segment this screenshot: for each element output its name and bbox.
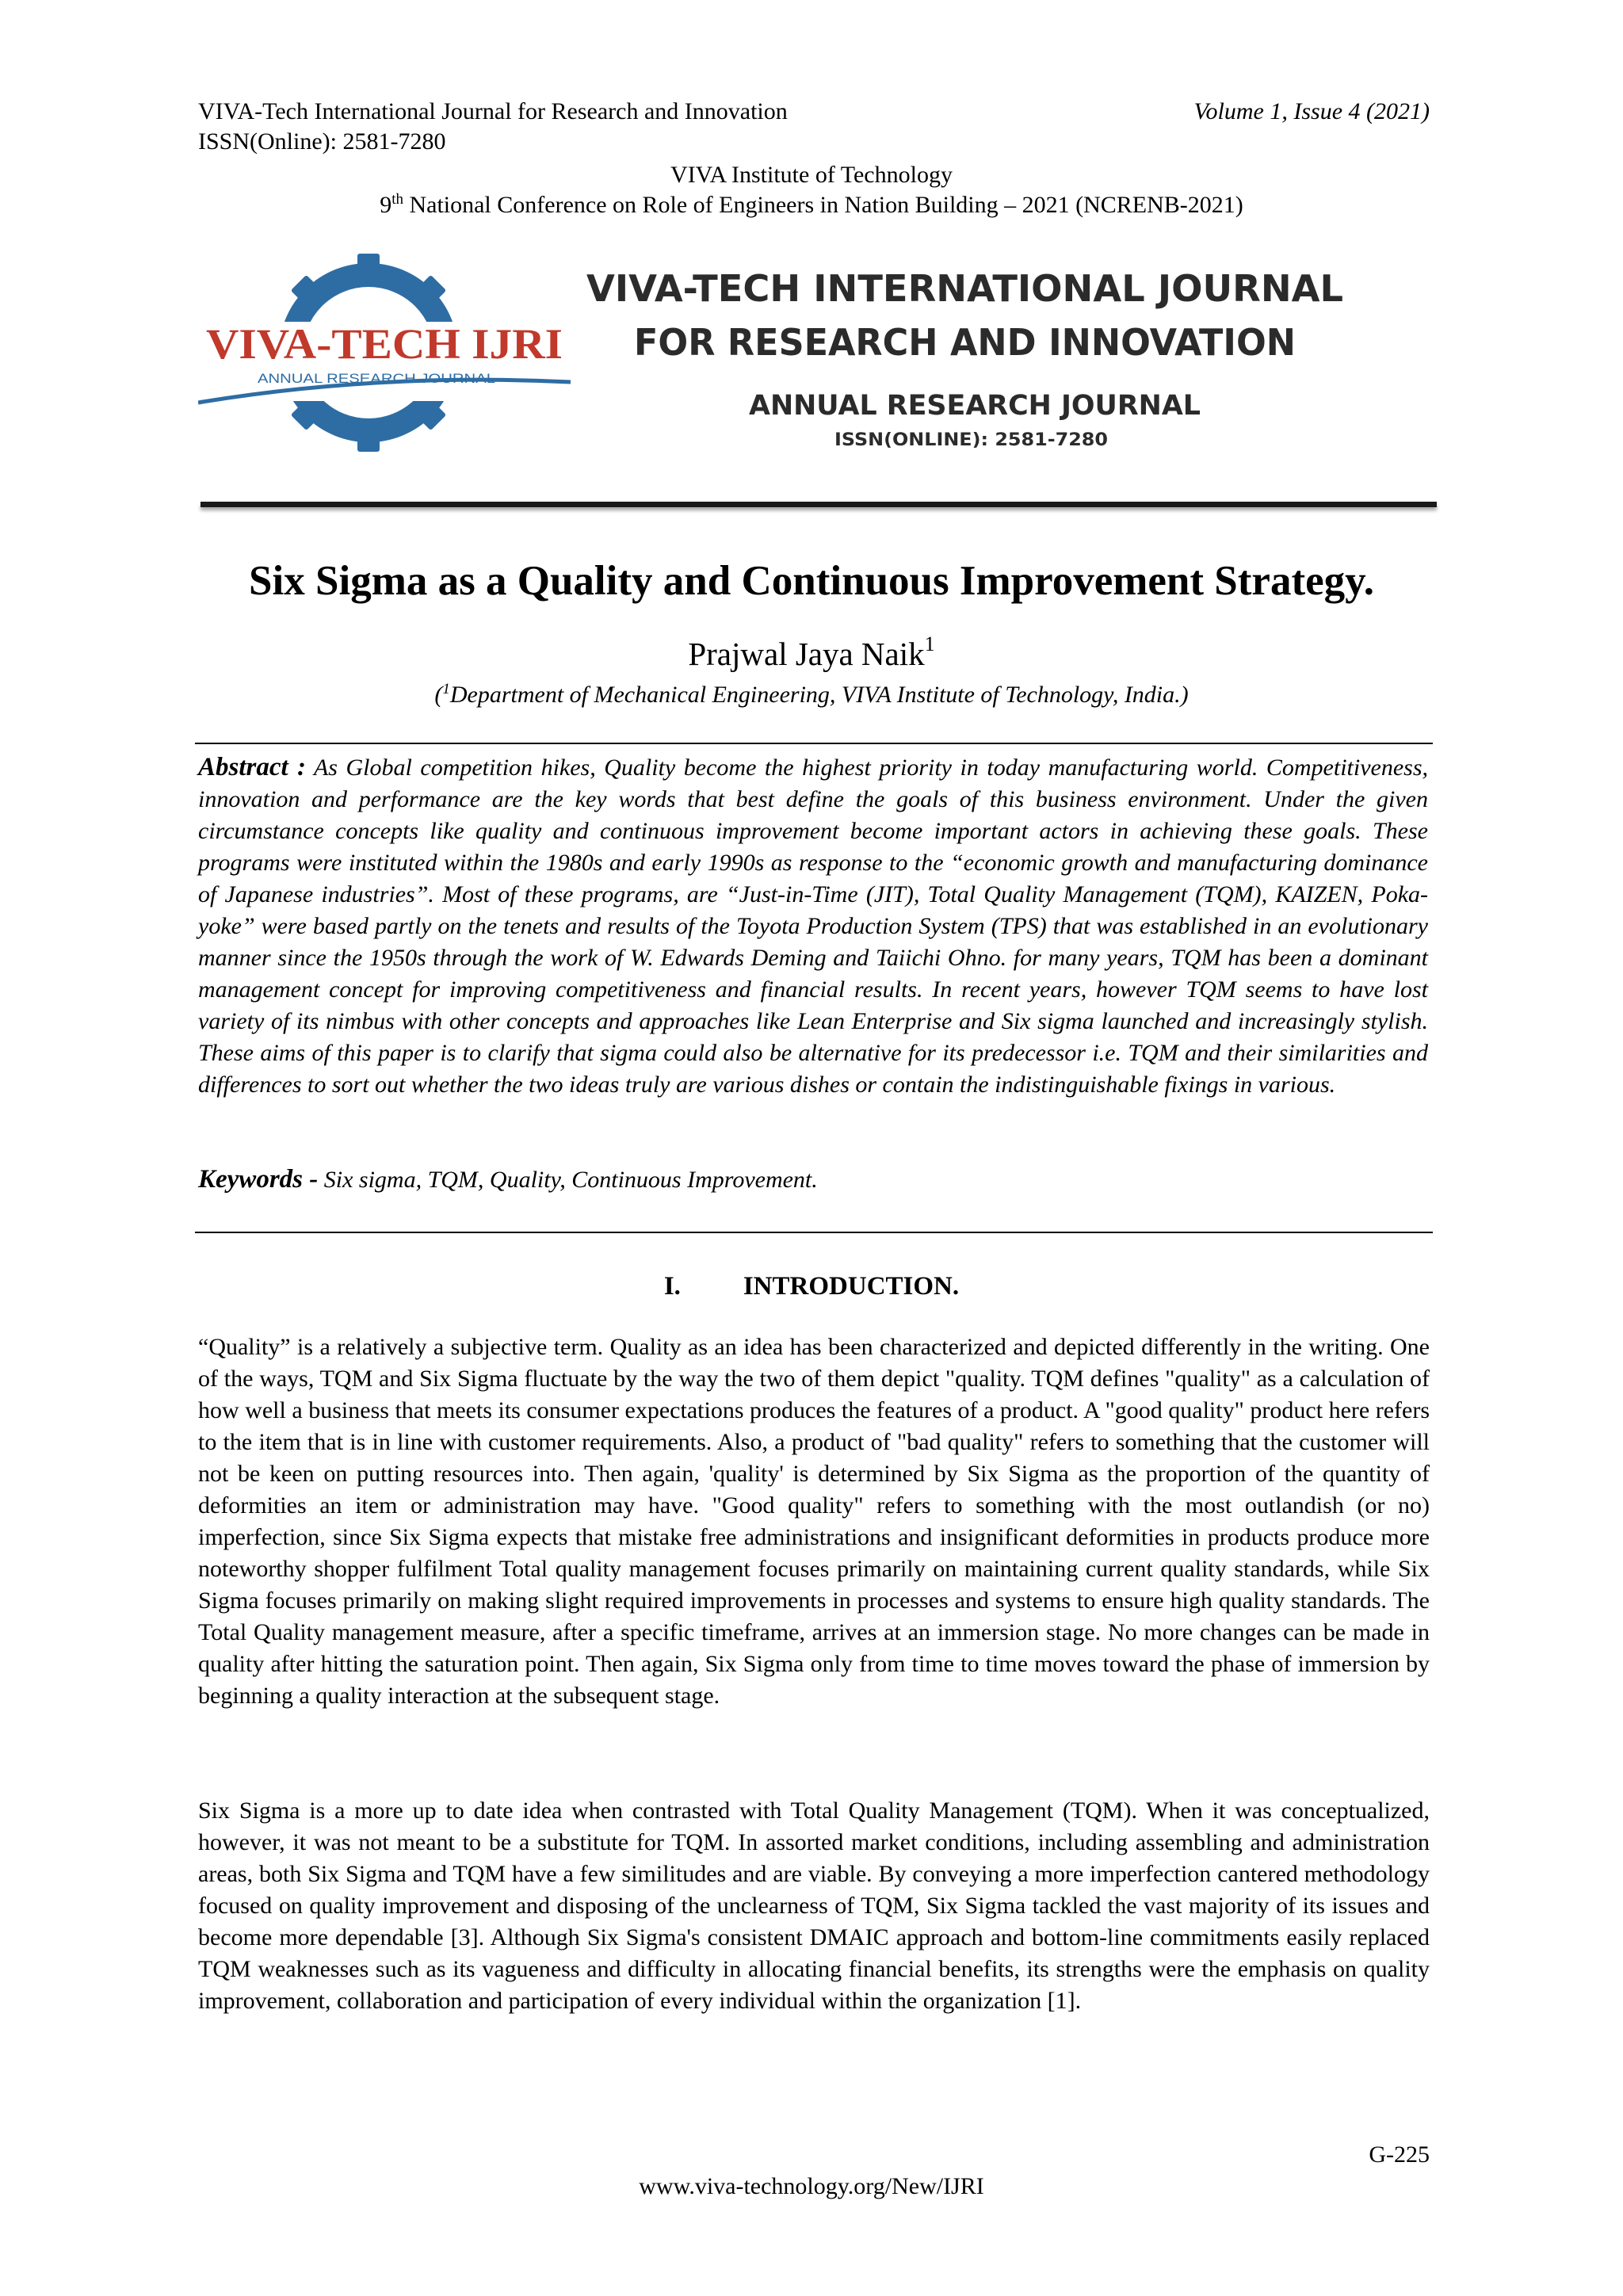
logo-text: VIVA-TECH IJRI	[206, 320, 563, 368]
institute-name: VIVA Institute of Technology	[670, 162, 953, 188]
abstract-text: As Global competition hikes, Quality become the highest priority in today manufacturing world. Competitiveness, innovation and performance are the key words that best define the goals of this business environment. Under the given circumstance concepts like quality and continuous improvement become important actors in achieving these goals. These programs were instituted within the 1980s and early 1990s as response to the “economic growth and manufacturing dominance of Japanese industries”. Most of these programs, are “Just-in-Time (JIT), Total Quality Management (TQM), KAIZEN, Poka-yoke” were based partly on the tenets and results of the Toyota Production System (TPS) that was established in an evolutionary manner since the 1950s through the work of W. Edwards Deming and Taiichi Ohno. for many years, TQM has been a dominant management concept for improving competitiveness and financial results. In recent years, however TQM seems to have lost variety of its nimbus with other concepts and approaches like Lean Enterprise and Six sigma launched and increasingly stylish. These aims of this paper is to clarify that sigma could also be alternative for its predecessor i.e. TQM and their similarities and differences to sort out whether the two ideas truly are various dishes or contain the indistinguishable fixings in various.	[198, 755, 1428, 1098]
volume-issue: Volume 1, Issue 4 (2021)	[1193, 98, 1430, 124]
footer-url: www.viva-technology.org/New/IJRI	[639, 2173, 984, 2199]
journal-name: VIVA-Tech International Journal for Research and Innovation	[198, 98, 788, 124]
banner-heading-line1: VIVA-TECH INTERNATIONAL JOURNAL	[586, 267, 1343, 310]
intro-paragraph-2: Six Sigma is a more up to date idea when contrasted with Total Quality Management (TQM). When it was conceptualized, however, it was not meant to be a substitute for TQM. In assorted market conditions, including assembling and administration areas, both Six Sigma and TQM have a few similitudes and are viable. By conveying a more imperfection cantered methodology focused on quality improvement and disposing of the unclearness of TQM, Six Sigma tackled the vast majority of its issues and become more dependable [3]. Although Six Sigma's consistent DMAIC approach and bottom-line commitments easily replaced TQM weaknesses such as its vagueness and difficulty in allocating financial benefits, its strengths were the emphasis on quality improvement, collaboration and participation of every individual within the organization [1].	[198, 1797, 1430, 2014]
conference-name: 9th National Conference on Role of Engineers in Nation Building – 2021 (NCRENB-2021)	[380, 191, 1243, 218]
abstract-bottom-rule	[195, 1232, 1433, 1233]
running-header-left	[198, 97, 788, 157]
section-number: I.	[663, 1272, 681, 1301]
banner-subheading: ANNUAL RESEARCH JOURNAL	[749, 390, 1201, 422]
keywords	[198, 1163, 1428, 1196]
abstract	[198, 751, 1428, 1101]
journal-banner	[198, 254, 1434, 452]
page-number: G-225	[1369, 2141, 1430, 2168]
paper-title: Six Sigma as a Quality and Continuous Improvement Strategy.	[249, 558, 1374, 604]
journal-issn: ISSN(Online): 2581-7280	[198, 128, 446, 155]
author-name: Prajwal Jaya Naik$^1$	[688, 632, 935, 672]
intro-paragraph-1: “Quality” is a relatively a subjective term. Quality as an idea has been characterized and depicted differently in the writing. One of the ways, TQM and Six Sigma fluctuate by the way the two of them depict "quality. TQM defines "quality" as a calculation of how well a business that meets its consumer expectations produces the features of a product. A "good quality" product here refers to the item that is in line with customer requirements. Also, a product of "bad quality" refers to something that the customer will not be keen on putting resources into. Then again, 'quality' is determined by Six Sigma as the proportion of the quantity of deformities an item or administration may have. "Good quality" refers to something with the most outlandish (or no) imperfection, since Six Sigma expects that mistake free administrations and insignificant deformities in products produce more noteworthy shopper fulfilment Total quality management focuses primarily on maintaining current quality standards, while Six Sigma focuses primarily on making slight required improvements in processes and systems to ensure high quality standards. The Total Quality management measure, after a specific timeframe, arrives at an immersion stage. No more changes can be made in quality after hitting the saturation point. Then again, Six Sigma only from time to time moves toward the phase of immersion by beginning a quality interaction at the subsequent stage.	[198, 1334, 1430, 1709]
abstract-label: Abstract :	[198, 753, 306, 781]
banner-divider	[200, 502, 1437, 507]
section-heading	[0, 1270, 1623, 1303]
banner-heading-line2: FOR RESEARCH AND INNOVATION	[634, 321, 1296, 364]
keywords-label: Keywords -	[198, 1165, 319, 1194]
logo-subtext: ANNUAL RESEARCH JOURNAL	[258, 371, 495, 386]
section-title: INTRODUCTION.	[743, 1272, 960, 1301]
author-affiliation: ($^1$Department of Mechanical Engineering, VIVA Institute of Technology, India.)	[434, 681, 1189, 708]
banner-issn: ISSN(ONLINE): 2581-7280	[834, 430, 1108, 450]
abstract-top-rule	[195, 743, 1433, 744]
keywords-text: Six sigma, TQM, Quality, Continuous Improvement.	[323, 1167, 818, 1193]
